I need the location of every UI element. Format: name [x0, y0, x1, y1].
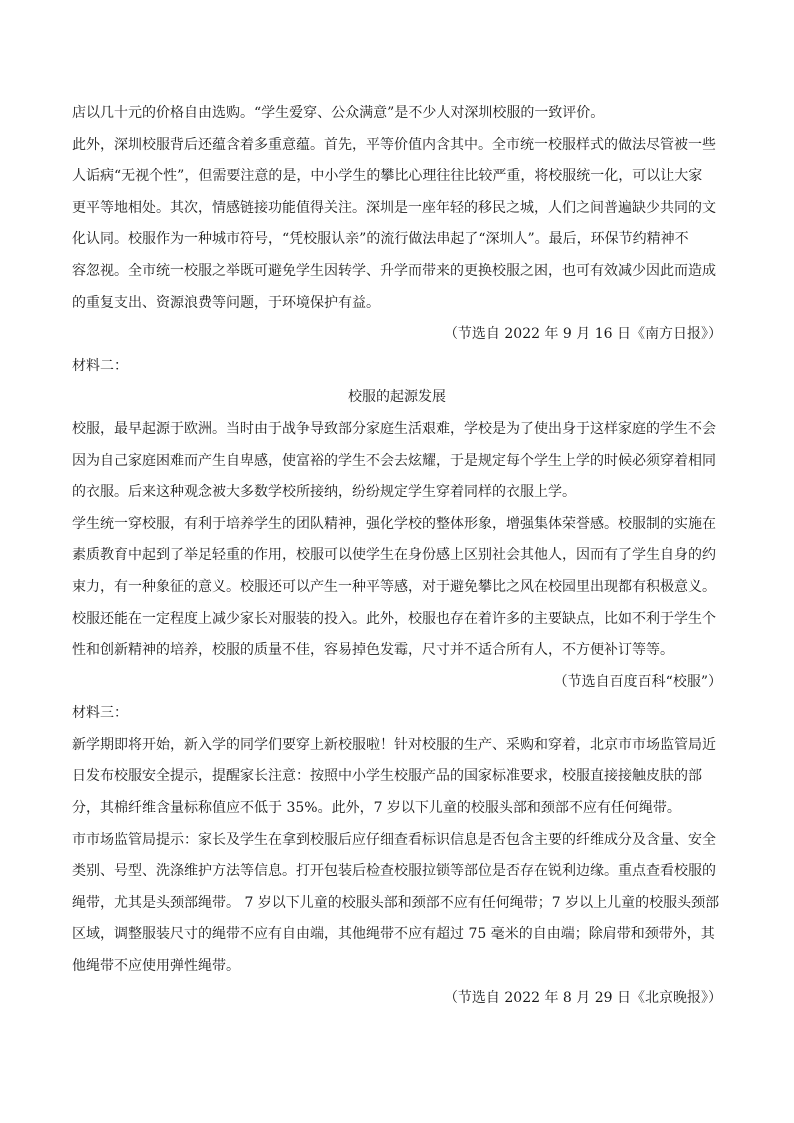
paragraph-line: 他绳带不应使用弹性绳带。: [72, 958, 240, 975]
paragraph-line: 区域，调整服装尺寸的绳带不应有自由端，其他绳带不应有超过 75 毫米的自由端；除肩带和颈带外，其: [72, 926, 715, 943]
paragraph-line: 校服还能在一定程度上减少家长对服装的投入。此外，校服也存在着许多的主要缺点，比如不利于学生个: [72, 610, 716, 627]
paragraph-line: 容忽视。全市统一校服之举既可避免学生因转学、升学而带来的更换校服之困，也可有效减少因此而造成: [72, 262, 716, 279]
paragraph-line: 学生统一穿校服，有利于培养学生的团队精神，强化学校的整体形象，增强集体荣誉感。校服制的实施在: [72, 515, 716, 532]
paragraph-line: 类别、号型、洗涤维护方法等信息。打开包装后检查校服拉锁等部位是否存在锐利边缘。重点查看校服的: [72, 863, 716, 880]
paragraph-line: 的重复支出、资源浪费等问题，于环境保护有益。: [72, 294, 380, 311]
paragraph-line: 此外，深圳校服背后还蕴含着多重意蕴。首先，平等价值内含其中。全市统一校服样式的做法尽管被一些: [72, 136, 716, 153]
paragraph-line: 化认同。校服作为一种城市符号，“凭校服认亲”的流行做法串起了“深圳人”。最后，环保节约精神不: [72, 231, 689, 248]
paragraph-line: 日发布校服安全提示，提醒家长注意：按照中小学生校服产品的国家标准要求，校服直接接触皮肤的部: [72, 768, 702, 785]
paragraph-line: 人诟病“无视个性”，但需要注意的是，中小学生的攀比心理往往比较严重，将校服统一化，可以让大家: [72, 168, 703, 185]
material-heading: 材料二：: [72, 357, 128, 374]
paragraph-line: 束力，有一种象征的意义。校服还可以产生一种平等感，对于避免攀比之风在校园里出现都有积极意义。: [72, 578, 716, 595]
material-heading: 材料三：: [72, 705, 128, 722]
paragraph-line: 更平等地相处。其次，情感链接功能值得关注。深圳是一座年轻的移民之城，人们之间普遍缺少共同的文: [72, 199, 716, 216]
document-page: [72, 98, 722, 1014]
paragraph-line: 的衣服。后来这种观念被大多数学校所接纳，纷纷规定学生穿着同样的衣服上学。: [72, 484, 576, 501]
paragraph-line: 校服，最早起源于欧洲。当时由于战争导致部分家庭生活艰难，学校是为了使出身于这样家庭的学生不会: [72, 420, 716, 437]
paragraph-line: 分，其棉纤维含量标称值应不低于 35%。此外，7 岁以下儿童的校服头部和颈部不应有任何绳带。: [72, 800, 681, 817]
paragraph-line: 市市场监管局提示：家长及学生在拿到校服后应仔细查看标识信息是否包含主要的纤维成分及含量、安全: [72, 831, 716, 848]
article-title: 校服的起源发展: [348, 389, 446, 406]
paragraph-line: 绳带，尤其是头颈部绳带。 7 岁以下儿童的校服头部和颈部不应有任何绳带；7 岁以上儿童的校服头颈部: [72, 894, 720, 911]
paragraph-line: 因为自己家庭困难而产生自卑感，使富裕的学生不会去炫耀，于是规定每个学生上学的时候必须穿着相同: [72, 452, 716, 469]
paragraph-line: 素质教育中起到了举足轻重的作用，校服可以使学生在身份感上区别社会其他人，因而有了学生自身的约: [72, 547, 716, 564]
paragraph-line: 性和创新精神的培养，校服的质量不佳，容易掉色发霉，尺寸并不适合所有人，不方便补订等等。: [72, 642, 674, 659]
source-citation: （节选自百度百科“校服”）: [553, 673, 722, 690]
paragraph-line: 新学期即将开始，新入学的同学们要穿上新校服啦！针对校服的生产、采购和穿着，北京市市场监管局近: [72, 736, 716, 753]
source-citation: （节选自 2022 年 9 月 16 日《南方日报》）: [443, 326, 722, 343]
source-citation: （节选自 2022 年 8 月 29 日《北京晚报》）: [443, 989, 722, 1006]
paragraph-line: 店以几十元的价格自由选购。“学生爱穿、公众满意”是不少人对深圳校服的一致评价。: [72, 105, 605, 121]
